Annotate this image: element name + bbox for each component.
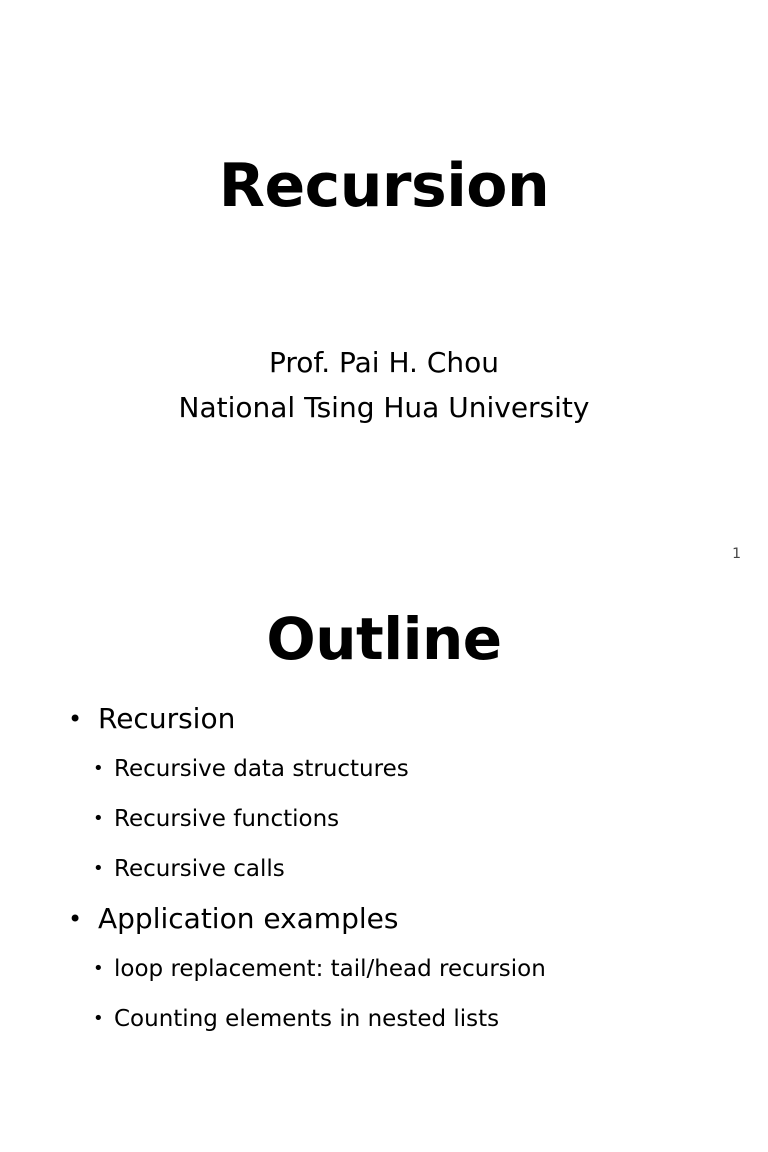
slide-title: Recursion bbox=[218, 151, 550, 221]
outline-item bbox=[68, 894, 546, 1044]
outline-subitem: • Recursive functions bbox=[93, 794, 546, 844]
outline-list bbox=[68, 694, 546, 1044]
outline-subitem: • Recursive data structures bbox=[93, 744, 546, 794]
slide-title: Outline bbox=[266, 605, 502, 673]
author-block bbox=[0, 340, 768, 430]
outline-item-label: Recursion bbox=[98, 702, 236, 735]
outline-subitem: • Recursive calls bbox=[93, 844, 546, 894]
author-name: Prof. Pai H. Chou bbox=[268, 346, 500, 379]
author-affiliation: National Tsing Hua University bbox=[178, 391, 590, 424]
outline-subitem: • Counting elements in nested lists bbox=[93, 994, 546, 1044]
outline-slide bbox=[0, 576, 768, 1152]
outline-item bbox=[68, 694, 546, 894]
outline-subitem: • loop replacement: tail/head recursion bbox=[93, 944, 546, 994]
page-number: 1 bbox=[732, 546, 741, 562]
outline-sublist bbox=[98, 744, 546, 894]
outline-item-label: Application examples bbox=[98, 902, 399, 935]
outline-sublist bbox=[98, 944, 546, 1044]
